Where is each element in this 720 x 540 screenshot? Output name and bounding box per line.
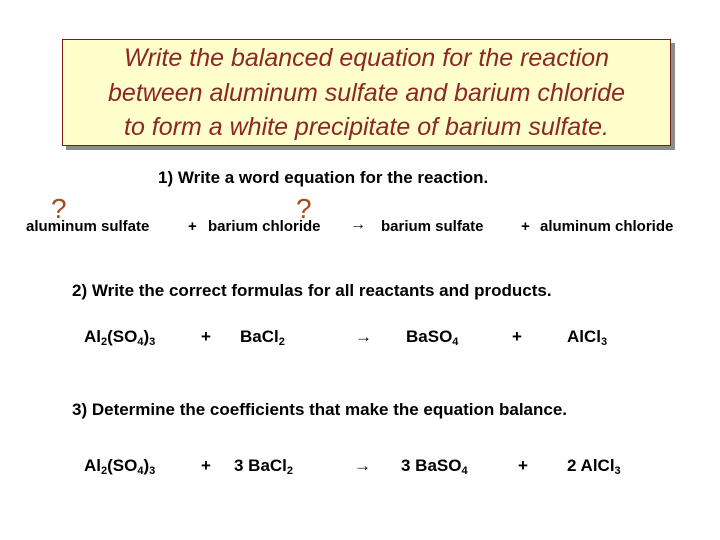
question-mark-2: ?	[296, 193, 312, 224]
step3-heading: 3) Determine the coefficients that make the equation balance.	[72, 400, 568, 419]
formula-barium-chloride: BaCl$_2$	[240, 327, 285, 348]
formula-aluminum-sulfate: $Al_2(SO_4)_3$	[84, 327, 156, 348]
word-arrow: →	[350, 216, 366, 233]
balanced-barium-sulfate: 3 BaSO$_4$	[401, 456, 468, 477]
step1-heading: 1) Write a word equation for the reaction.	[158, 168, 489, 187]
formula-aluminum-chloride: AlCl$_3$	[567, 327, 608, 348]
balanced-barium-chloride: 3 BaCl$_2$	[234, 456, 294, 477]
step2-heading: 2) Write the correct formulas for all reactants and products.	[72, 281, 552, 300]
formula-plus-1: +	[201, 327, 211, 346]
formula-plus-2: +	[512, 327, 522, 346]
title-line-2: between aluminum sulfate and barium chloride	[108, 79, 625, 107]
balanced-arrow: →	[354, 456, 371, 475]
title-line-1: Write the balanced equation for the reaction	[123, 44, 610, 72]
balanced-aluminum-sulfate: $Al_2(SO_4)_3$	[84, 456, 156, 477]
title-box	[62, 39, 671, 146]
word-reactant-2: barium chloride	[208, 218, 321, 235]
balanced-aluminum-chloride: 2 AlCl$_3$	[567, 456, 621, 477]
formula-arrow: →	[355, 327, 372, 346]
word-product-2: aluminum chloride	[540, 218, 674, 235]
word-product-1: barium sulfate	[381, 218, 484, 235]
word-reactant-1: aluminum sulfate	[26, 218, 150, 235]
word-plus-1: +	[188, 218, 197, 235]
formula-barium-sulfate: BaSO$_4$	[406, 327, 459, 348]
question-mark-1: ?	[51, 193, 67, 224]
balanced-plus-2: +	[518, 456, 528, 475]
balanced-plus-1: +	[201, 456, 211, 475]
title-line-3: to form a white precipitate of barium sulfate.	[124, 113, 609, 141]
word-plus-2: +	[521, 218, 530, 235]
